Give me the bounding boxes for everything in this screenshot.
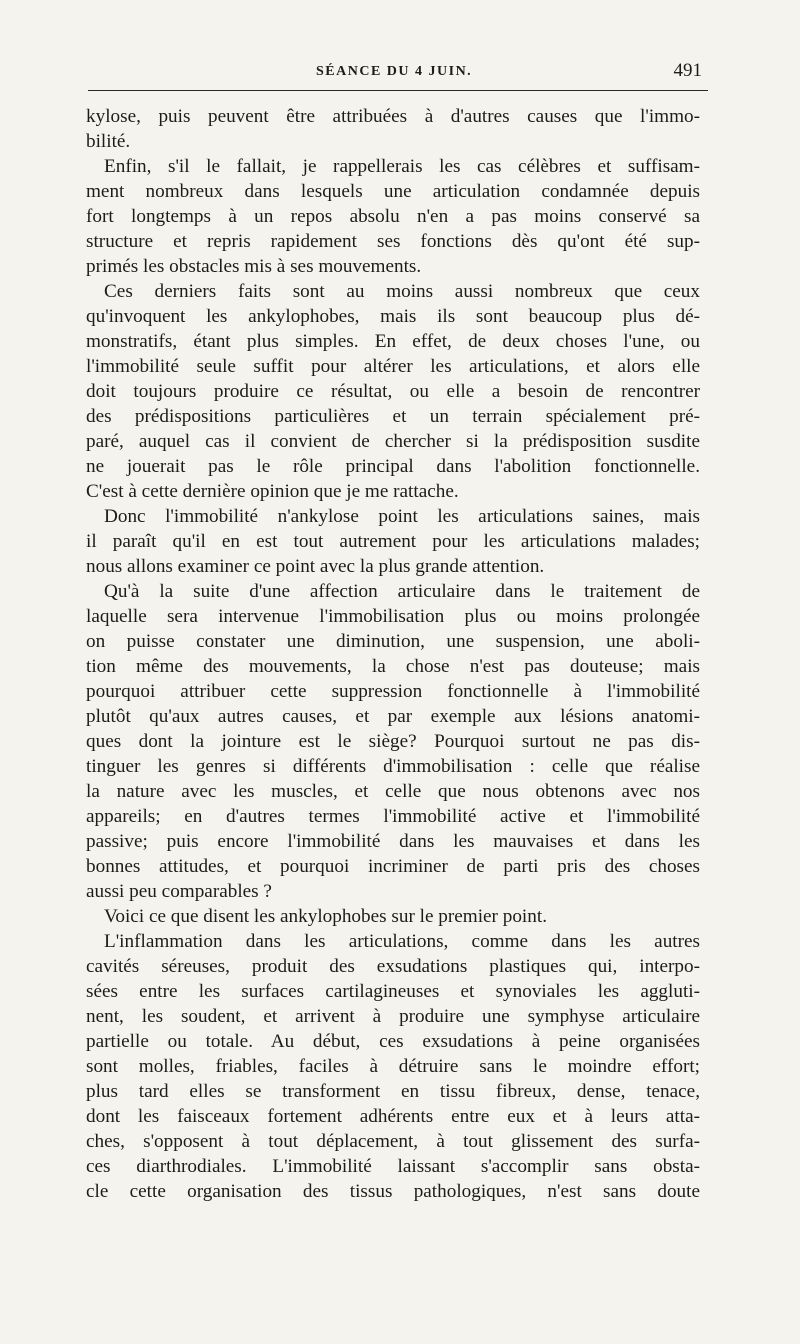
- text-line: on puisse constater une diminution, une suspension, une aboli-: [86, 631, 700, 652]
- text-line: tion même des mouvements, la chose n'est pas douteuse; mais: [86, 656, 700, 677]
- text-line: paré, auquel cas il convient de chercher si la prédisposition susdite: [86, 431, 700, 452]
- text-line: tinguer les genres si différents d'immobilisation : celle que réalise: [86, 756, 700, 777]
- text-line: Donc l'immobilité n'ankylose point les articulations saines, mais: [104, 506, 700, 527]
- text-line: qu'invoquent les ankylophobes, mais ils sont beaucoup plus dé-: [86, 306, 700, 327]
- text-line: Voici ce que disent les ankylophobes sur le premier point.: [104, 906, 547, 927]
- text-line: la nature avec les muscles, et celle que nous obtenons avec nos: [86, 781, 700, 802]
- text-line: structure et repris rapidement ses fonctions dès qu'ont été sup-: [86, 231, 700, 252]
- text-line: Enfin, s'il le fallait, je rappellerais les cas célèbres et suffisam-: [104, 156, 700, 177]
- text-line: C'est à cette dernière opinion que je me rattache.: [86, 481, 459, 502]
- text-line: nent, les soudent, et arrivent à produire une symphyse articulaire: [86, 1006, 700, 1027]
- text-line: ques dont la jointure est le siège? Pourquoi surtout ne pas dis-: [86, 731, 700, 752]
- text-line: ces diarthrodiales. L'immobilité laissant s'accomplir sans obsta-: [86, 1156, 700, 1177]
- body-text: [86, 104, 700, 1204]
- text-line: Qu'à la suite d'une affection articulaire dans le traitement de: [104, 581, 700, 602]
- text-line: sont molles, friables, faciles à détruire sans le moindre effort;: [86, 1056, 700, 1077]
- text-line: il paraît qu'il en est tout autrement pour les articulations malades;: [86, 531, 700, 552]
- text-line: Ces derniers faits sont au moins aussi nombreux que ceux: [104, 281, 700, 302]
- text-line: l'immobilité seule suffit pour altérer les articulations, et alors elle: [86, 356, 700, 377]
- text-line: sées entre les surfaces cartilagineuses et synoviales les aggluti-: [86, 981, 700, 1002]
- text-line: appareils; en d'autres termes l'immobilité active et l'immobilité: [86, 806, 700, 827]
- text-line: plus tard elles se transforment en tissu fibreux, dense, tenace,: [86, 1081, 700, 1102]
- page-header: [88, 58, 708, 91]
- text-line: dont les faisceaux fortement adhérents entre eux et à leurs atta-: [86, 1106, 700, 1127]
- text-line: laquelle sera intervenue l'immobilisation plus ou moins prolongée: [86, 606, 700, 627]
- running-head: SÉANCE DU 4 JUIN.: [316, 64, 473, 79]
- text-line: cle cette organisation des tissus pathologiques, n'est sans doute: [86, 1181, 700, 1202]
- text-line: nous allons examiner ce point avec la plus grande attention.: [86, 556, 545, 577]
- text-line: pourquoi attribuer cette suppression fonctionnelle à l'immobilité: [86, 681, 700, 702]
- text-line: ne jouerait pas le rôle principal dans l'abolition fonctionnelle.: [86, 456, 700, 477]
- text-line: doit toujours produire ce résultat, ou elle a besoin de rencontrer: [86, 381, 700, 402]
- text-line: primés les obstacles mis à ses mouvements.: [86, 256, 422, 277]
- text-line: plutôt qu'aux autres causes, et par exemple aux lésions anatomi-: [86, 706, 700, 727]
- text-line: L'inflammation dans les articulations, comme dans les autres: [104, 931, 700, 952]
- text-line: kylose, puis peuvent être attribuées à d'autres causes que l'immo-: [86, 106, 700, 127]
- page-number: 491: [673, 60, 702, 81]
- text-line: ment nombreux dans lesquels une articulation condamnée depuis: [86, 181, 700, 202]
- text-line: fort longtemps à un repos absolu n'en a pas moins conservé sa: [86, 206, 700, 227]
- text-line: partielle ou totale. Au début, ces exsudations à peine organisées: [86, 1031, 700, 1052]
- text-line: cavités séreuses, produit des exsudations plastiques qui, interpo-: [86, 956, 700, 977]
- text-line: aussi peu comparables ?: [86, 881, 272, 902]
- text-line: monstratifs, étant plus simples. En effet, de deux choses l'une, ou: [86, 331, 700, 352]
- text-line: passive; puis encore l'immobilité dans les mauvaises et dans les: [86, 831, 700, 852]
- text-line: des prédispositions particulières et un terrain spécialement pré-: [86, 406, 700, 427]
- text-line: bilité.: [86, 131, 131, 152]
- text-line: ches, s'opposent à tout déplacement, à tout glissement des surfa-: [86, 1131, 700, 1152]
- text-line: bonnes attitudes, et pourquoi incriminer de parti pris des choses: [86, 856, 700, 877]
